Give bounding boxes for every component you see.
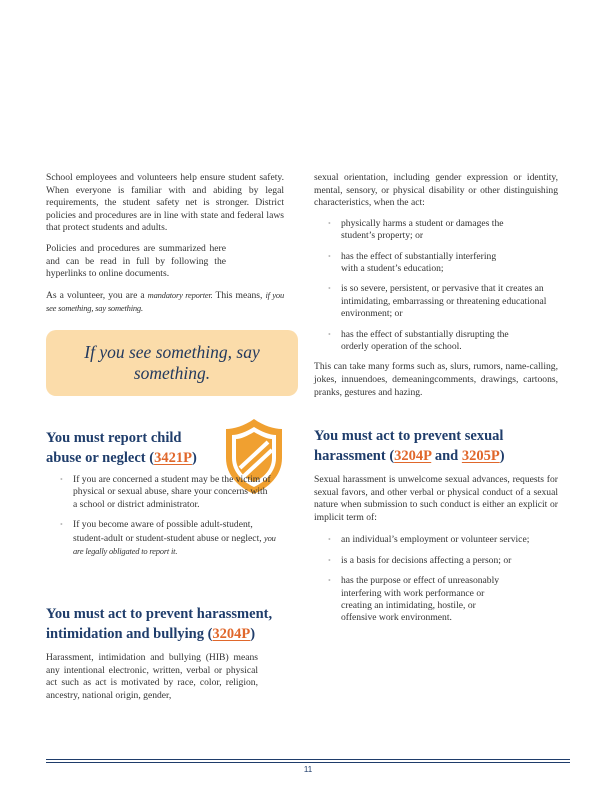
list-item: • is a basis for decisions affecting a person; or	[314, 555, 558, 567]
intro-paragraph-2: Policies and procedures are summarized here and can be read in full by following the hyperlinks to online documents.	[46, 242, 226, 280]
hib-heading: You must act to prevent harassment, intimidation and bullying (3204P)	[46, 606, 273, 642]
list-item: • If you become aware of possible adult-student, student-adult or student-student abuse or neglect, you are legally obligated to report it.	[46, 519, 284, 558]
list-item: • has the effect of substantially disrupting the orderly operation of the school.	[314, 329, 558, 354]
sexual-harassment-list	[314, 534, 558, 624]
policy-link-3421p[interactable]: 3421P	[154, 450, 192, 466]
sexual-harassment-heading: You must act to prevent sexual harassment (3204P and 3205P)	[314, 428, 505, 464]
intro-paragraph-1: School employees and volunteers help ensure student safety. When everyone is familiar with and abiding by legal requirements, the student safety net is stronger. District policies and procedures are in line with state and federal laws that protect students and adults.	[46, 172, 284, 234]
hib-section	[46, 604, 296, 702]
list-item: • If you are concerned a student may be the victim of physical or sexual abuse, share your concerns with a school or district administrator.	[46, 474, 284, 511]
mandatory-reporter-text: mandatory reporter.	[147, 289, 213, 300]
hib-paragraph: Harassment, intimidation and bullying (HIB) means any intentional electronic, written, verbal or physical act such as act is motivated by race, color, religion, ancestry, national origin, gender,	[46, 652, 258, 701]
sexual-harassment-paragraph: Sexual harassment is unwelcome sexual advances, requests for sexual favors, and other verbal or physical conduct of a sexual nature when submission to such conduct is either an explicit or implicit term of:	[314, 474, 558, 523]
hib-criteria-list	[314, 218, 558, 354]
list-item: • physically harms a student or damages the student’s property; or	[314, 218, 558, 243]
child-abuse-bullets	[46, 474, 284, 566]
list-item: • has the purpose or effect of unreasonably interfering with work performance or creating an intimidating, hostile, or offensive work environment.	[314, 575, 558, 625]
list-item: • is so severe, persistent, or pervasive that it creates an intimidating, embarrassing or threatening educational environment; or	[314, 283, 558, 320]
child-abuse-section	[46, 428, 226, 468]
right-paragraph-1: sexual orientation, including gender expression or identity, mental, sensory, or physical disability or other distinguishing characteristics, when the act:	[314, 172, 558, 209]
policy-link-3205p[interactable]: 3205P	[461, 448, 500, 464]
page-number: 11	[303, 765, 313, 774]
callout-text: If you see something, say something.	[84, 342, 260, 383]
left-column	[46, 172, 284, 324]
say-something-text: if you see something, say something.	[46, 289, 284, 314]
policy-link-3204p[interactable]: 3204P	[394, 448, 432, 464]
right-column	[314, 172, 558, 407]
right-paragraph-2: This can take many forms such as, slurs, rumors, name-calling, jokes, innuendoes, demeaningcomments, drawings, cartoons, pranks, gestures and hazing.	[314, 361, 558, 398]
intro-paragraph-3: As a volunteer, you are a mandatory reporter. This means, if you see something, say something.	[46, 289, 284, 314]
list-item: • has the effect of substantially interfering with a student’s education;	[314, 251, 558, 276]
footer-divider	[46, 759, 570, 760]
child-abuse-heading: You must report child abuse or neglect (3421P)	[46, 430, 197, 466]
list-item: • an individual’s employment or volunteer service;	[314, 534, 558, 546]
callout-box	[46, 330, 298, 396]
legally-obligated-text: you are legally obligated to report it.	[73, 532, 276, 557]
policy-link-3204p[interactable]: 3204P	[212, 626, 251, 642]
sexual-harassment-section	[314, 426, 558, 633]
footer-divider	[46, 762, 570, 763]
